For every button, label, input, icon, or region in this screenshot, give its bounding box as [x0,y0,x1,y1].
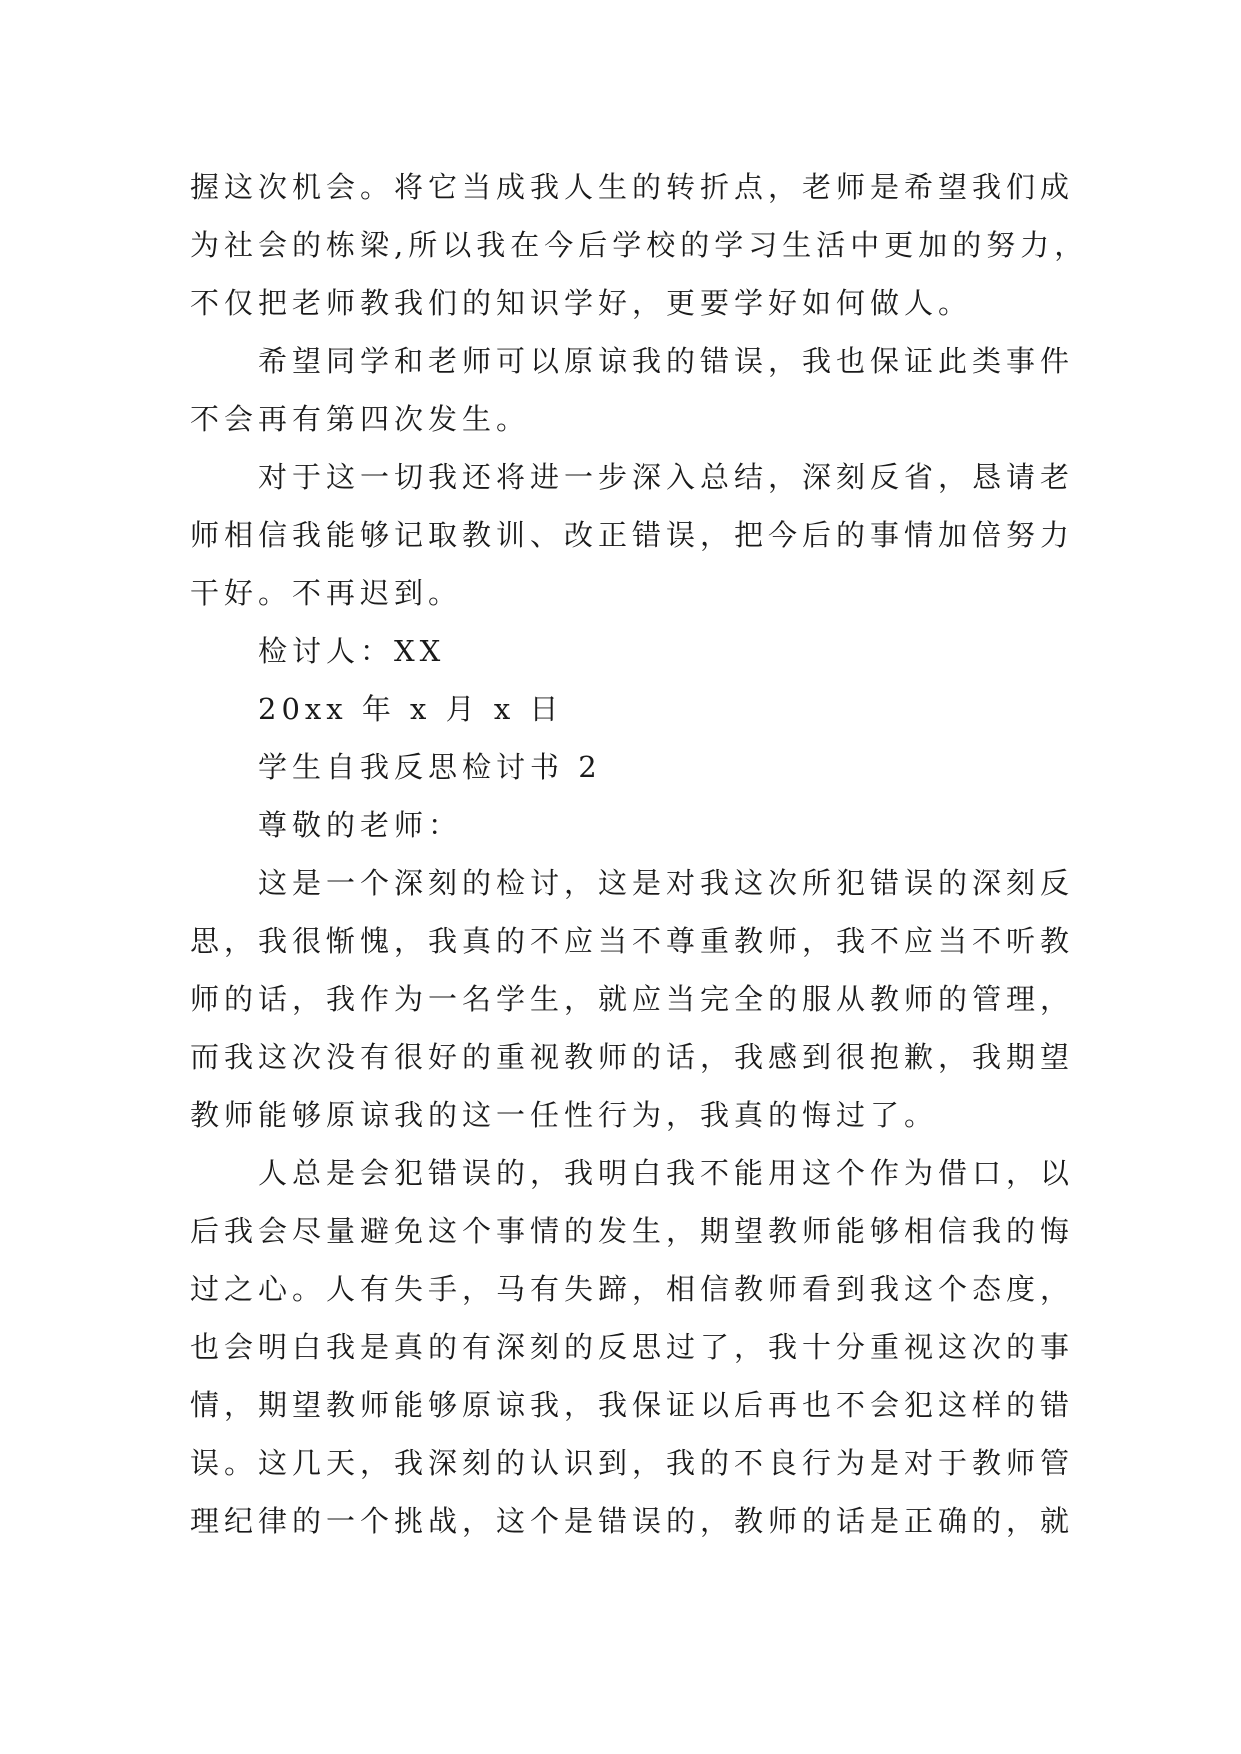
text-line: 误。这几天，我深刻的认识到，我的不良行为是对于教师管 [190,1446,1075,1480]
text-line: 20xx 年 x 月 x 日 [258,692,564,726]
text-line: 师的话，我作为一名学生，就应当完全的服从教师的管理， [190,982,1075,1016]
text-line: 师相信我能够记取教训、改正错误，把今后的事情加倍努力 [190,518,1075,552]
text-line: 希望同学和老师可以原谅我的错误，我也保证此类事件 [258,344,1075,378]
text-line: 干好。不再迟到。 [190,576,463,610]
text-line: 学生自我反思检讨书 2 [258,750,602,784]
text-line: 对于这一切我还将进一步深入总结，深刻反省，恳请老 [258,460,1075,494]
text-line: 而我这次没有很好的重视教师的话，我感到很抱歉，我期望 [190,1040,1075,1074]
text-line: 不会再有第四次发生。 [190,402,531,436]
text-line: 思，我很惭愧，我真的不应当不尊重教师，我不应当不听教 [190,924,1075,958]
text-line: 尊敬的老师： [258,808,463,842]
text-line: 情，期望教师能够原谅我，我保证以后再也不会犯这样的错 [190,1388,1075,1422]
text-line: 握这次机会。将它当成我人生的转折点，老师是希望我们成 [190,170,1075,204]
document-body [190,158,1090,1550]
text-line: 后我会尽量避免这个事情的发生，期望教师能够相信我的悔 [190,1214,1075,1248]
text-line: 理纪律的一个挑战，这个是错误的，教师的话是正确的，就 [190,1504,1075,1538]
text-line: 为社会的栋梁,所以我在今后学校的学习生活中更加的努力， [190,228,1089,262]
text-line: 人总是会犯错误的，我明白我不能用这个作为借口，以 [258,1156,1075,1190]
text-line: 不仅把老师教我们的知识学好，更要学好如何做人。 [190,286,973,320]
text-line: 检讨人：XX [258,634,446,668]
text-line: 教师能够原谅我的这一任性行为，我真的悔过了。 [190,1098,939,1132]
text-line: 过之心。人有失手，马有失蹄，相信教师看到我这个态度， [190,1272,1075,1306]
text-line: 这是一个深刻的检讨，这是对我这次所犯错误的深刻反 [258,866,1075,900]
text-line: 也会明白我是真的有深刻的反思过了，我十分重视这次的事 [190,1330,1075,1364]
